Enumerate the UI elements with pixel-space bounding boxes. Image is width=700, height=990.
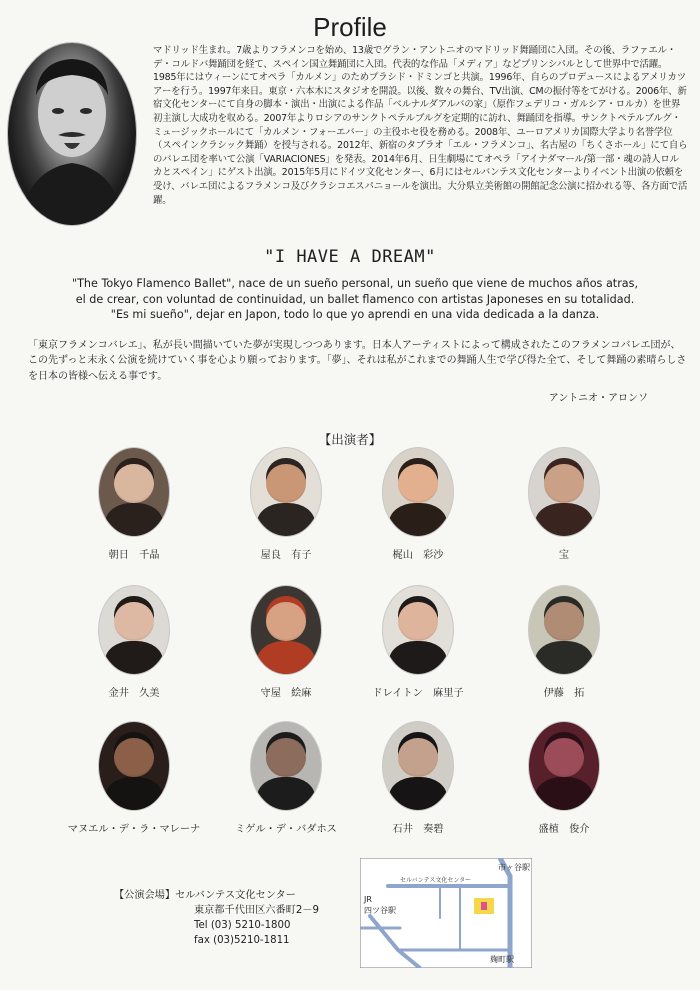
signature: アントニオ・アロンソ: [548, 393, 648, 404]
cast-member: [338, 448, 498, 561]
performer-photo: [251, 722, 321, 810]
performer-photo: [383, 586, 453, 674]
performer-photo: [529, 722, 599, 810]
profile-title: Profile: [313, 12, 387, 42]
cast-name: 石井 奏碧: [392, 824, 444, 835]
venue-fax: fax (03)5210-1811: [194, 935, 290, 946]
performer-photo: [529, 586, 599, 674]
cast-name: 梶山 彩沙: [392, 550, 444, 561]
cast-name: 金井 久美: [108, 688, 160, 699]
venue-address: 東京都千代田区六番町2－9: [194, 905, 320, 916]
cast-heading: 【出演者】: [318, 432, 382, 447]
cast-member: [338, 586, 498, 699]
venue-map: [360, 858, 532, 968]
cast-member: [484, 586, 644, 699]
biography-text: マドリッド生まれ。7歳よりフラメンコを始め、13歳でグラン・アントニオのマドリッド舞踊団に入団。その後、ラファエル・デ・コルドバ舞踊団を経て、スペイン国立舞踊団に入団。代表的な作品「メディア」などプリンシパルとして世界中で活躍。1985年にはウィーンにてオペラ「カルメン」のためプラシド・ドミンゴと共演。1996年、自らのプロデュースによるアメリカツアーを行う。1997年来日。東京・六本木にスタジオを開設。以後、数々の舞台、TV出演、CMの振付等をてがける。2006年、新宿文化センターにて自身の脚本・演出・出演による作品「ベルナルダアルバの家」（原作フェデリコ・ガルシア・ロルカ）を世界初主演し大成功を収める。2007年よりロシアのサンクトペテルブルグを定期的に訪れ、舞踊団を指導。サンクトペテルブルグ・ミュージックホールにて「カルメン・フォーエバー」の主役ホセ役を務める。2008年、ユーロアメリカ国際大学より名誉学位（スペインクラシック舞踊）を授与される。2012年、新宿のタブラオ「エル・フラメンコ」、名古屋の「ちくさホール」にて自らのバレエ団を率いて公演「VARIACIONES」を発表。2014年6月、日生劇場にてオペラ「アイナダマール/第一部・魂の詩人ロルカとスペイン」にゲスト出演。2015年5月にドイツ文化センター、6月にはセルバンテス文化センターよりイベント出演の依頼を受け、バレエ団によるフラメンコ及びクラシコエスパニョールを演出。大分県立美術館の開館記念公演に招かれる等、各方面で活躍。: [153, 45, 688, 206]
dream-title: "I HAVE A DREAM": [264, 247, 436, 267]
performer-photo: [251, 448, 321, 536]
cast-name: 朝日 千晶: [108, 550, 160, 561]
cast-member: [338, 722, 498, 835]
performer-photo: [99, 448, 169, 536]
cast-member: [484, 448, 644, 561]
spanish-line: "Es mi sueño", dejar en Japon, todo lo que yo aprendi en una vida dedicada a la danza.: [110, 308, 600, 321]
cast-name: 宝: [558, 550, 570, 561]
performer-photo: [251, 586, 321, 674]
cast-member: [54, 448, 214, 561]
venue-label: 【公演会場】: [114, 890, 176, 901]
map-graphic: [360, 858, 532, 968]
spanish-line: "The Tokyo Flamenco Ballet", nace de un sueño personal, un sueño que viene de muchos años atras,: [71, 277, 639, 290]
venue-name: セルバンテス文化センター: [175, 890, 296, 901]
performer-photo: [99, 586, 169, 674]
japanese-statement: 「東京フラメンコバレエ」、私が長い間描いていた夢が実現しつつあります。日本人アーティストによって構成されたこのフラメンコバレエ団が、この先ずっと末永く公演を続けていく事を心より願っております。「夢」、それは私がこれまでの舞踊人生で学び得た全て、そして舞踊の素晴らしさを日本の皆様へ伝える事です。: [28, 340, 687, 382]
venue-tel: Tel (03) 5210-1800: [194, 920, 291, 931]
spanish-statement: [20, 276, 690, 323]
venue-marker-dot: [481, 902, 487, 910]
cast-name: ドレイトン 麻里子: [372, 688, 464, 699]
cast-name: 盛植 俊介: [538, 824, 590, 835]
spanish-line: el de crear, con voluntad de continuidad, un ballet flamenco con artistas Japoneses en su totalidad.: [75, 292, 635, 306]
station-kojimachi: 麹町駅: [490, 955, 514, 964]
station-ichigaya: 市ヶ谷駅: [498, 863, 530, 872]
cast-member: [54, 586, 214, 699]
cast-name: 守屋 絵麻: [260, 688, 312, 699]
cast-name: 屋良 有子: [260, 550, 312, 561]
map-venue-label: セルバンテス文化センター: [400, 877, 472, 884]
station-jr: JR: [364, 895, 372, 904]
venue-info: [114, 888, 319, 948]
performer-photo: [529, 448, 599, 536]
cast-member: [484, 722, 644, 835]
performer-photo: [383, 448, 453, 536]
station-yotsuya: 四ツ谷駅: [364, 906, 396, 915]
performer-photo: [99, 722, 169, 810]
performer-photo: [383, 722, 453, 810]
cast-member: [54, 722, 214, 835]
cast-name: マヌエル・デ・ラ・マレーナ: [67, 824, 201, 835]
portrait-photo: [8, 43, 136, 225]
cast-name: 伊藤 拓: [543, 688, 585, 699]
cast-name: ミゲル・デ・バダホス: [235, 824, 337, 835]
